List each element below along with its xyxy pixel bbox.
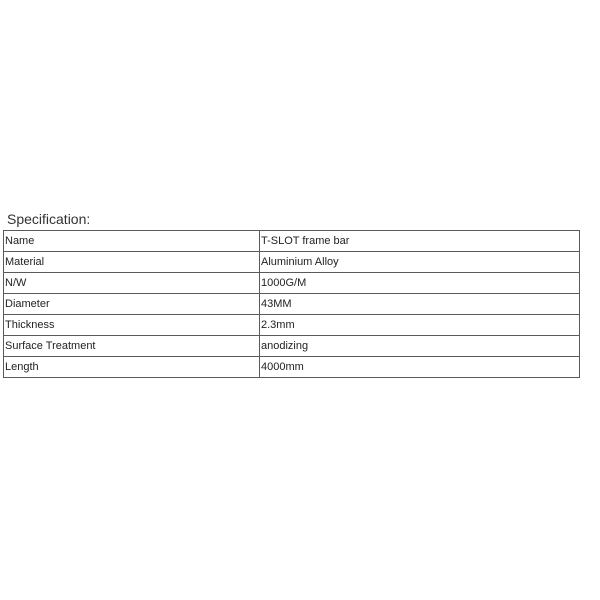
spec-label: Name — [4, 231, 260, 252]
table-row — [4, 357, 580, 378]
table-row — [4, 294, 580, 315]
spec-label: Diameter — [4, 294, 260, 315]
spec-label: Length — [4, 357, 260, 378]
spec-label: Thickness — [4, 315, 260, 336]
spec-label: N/W — [4, 273, 260, 294]
spec-label: Material — [4, 252, 260, 273]
spec-value: 2.3mm — [260, 315, 580, 336]
spec-value: 1000G/M — [260, 273, 580, 294]
spec-value: 43MM — [260, 294, 580, 315]
table-row — [4, 273, 580, 294]
table-row — [4, 231, 580, 252]
table-row — [4, 252, 580, 273]
table-row — [4, 336, 580, 357]
spec-value: 4000mm — [260, 357, 580, 378]
table-row — [4, 315, 580, 336]
spec-heading: Specification: — [7, 211, 91, 227]
spec-table — [3, 230, 580, 378]
spec-value: anodizing — [260, 336, 580, 357]
spec-label: Surface Treatment — [4, 336, 260, 357]
spec-value: T-SLOT frame bar — [260, 231, 580, 252]
spec-value: Aluminium Alloy — [260, 252, 580, 273]
